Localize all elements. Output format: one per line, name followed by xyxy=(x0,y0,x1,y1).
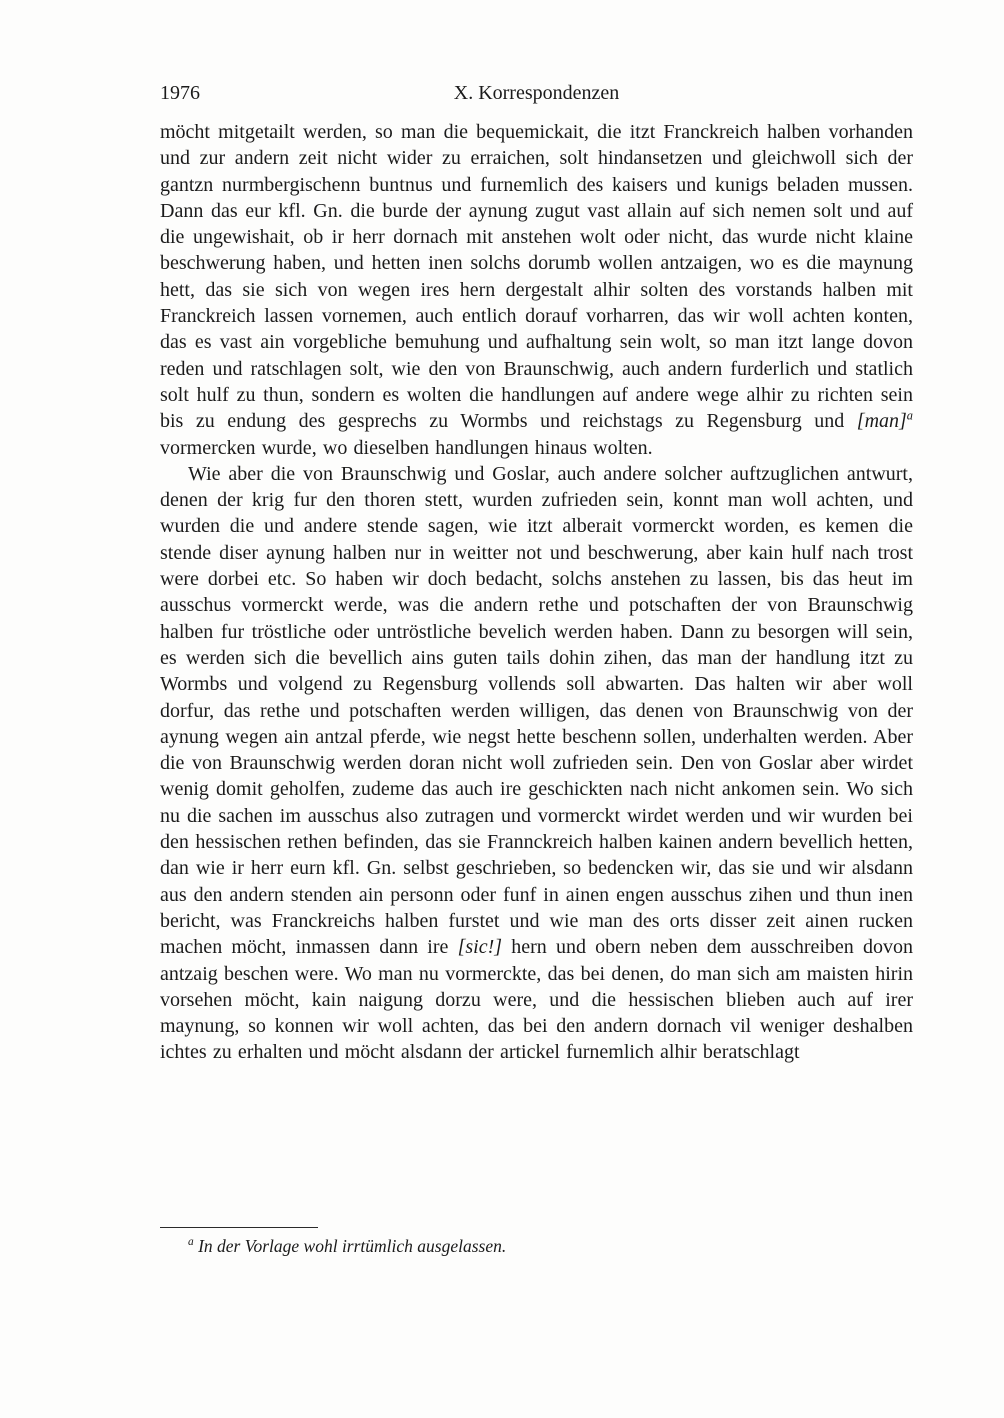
paragraph-1-text-after: vormercken wurde, wo dieselben handlungen hinaus wolten. xyxy=(160,436,653,459)
page-header xyxy=(160,80,913,106)
footnote-text: In der Vorlage wohl irrtümlich ausgelassen. xyxy=(198,1236,507,1256)
main-text-block xyxy=(160,119,913,1066)
editorial-insertion: [man] xyxy=(856,410,907,433)
paragraph-1-text-before: möcht mitgetailt werden, so man die bequemickait, die itzt Franckreich halben vorhanden und zur andern zeit nicht wider zu erraichen, solt hindansetzen und gleichwoll sich der gantzn nurmbergischenn buntnus und furnemlich des kaisers und kunigs beladen mussen. Dann das eur kfl. Gn. die burde der aynung zugut vast allain auf sich nemen solt und auf die ungewishait, ob ir herr dornach mit anstehen wolt oder nicht, das wurde nicht klaine beschwerung haben, und hetten inen solchs dorumb wollen antzaigen, wo es die maynung hett, das sie sich von wegen ires hern dergestalt alhir solten des vorstands halben mit Franckreich lassen vornemen, auch entlich dorauf vorharren, das wir woll achten konten, das es vast ain vorgebliche bemuhung und aufhaltung sein wolt, so man itzt lange dovon reden und ratschlagen solt, wie den von Braunschwig, auch andern furderlich und statlich solt hulf zu thun, sondern es wolten die handlungen auf andere wege alhir zu richten sein bis zu endung des gesprechs zu Wormbs und reichstags zu Regensburg und xyxy=(160,121,913,433)
running-head: X. Korrespondenzen xyxy=(453,82,620,104)
paragraph-2 xyxy=(160,461,913,1066)
footnote-area xyxy=(160,1227,913,1257)
page-number: 1976 xyxy=(160,82,200,104)
paragraph-2-text-before: Wie aber die von Braunschwig und Goslar, auch andere solcher auftzuglichen antwurt, denen der krig fur den thoren stett, wurden zufrieden sein, konnt man woll achten, und wurden die und andere stende sagen, wie itzt alberait vormerckt worden, es kemen die stende diser aynung halben nur in weitter not und beschwerung, aber kain hulf nach trost were dorbei etc. So haben wir doch bedacht, solchs anstehen zu lassen, bis das heut im ausschus vormerckt werde, was die andern rethe und potschaften der von Braunschwig halben fur tröstliche oder untröstliche bevelich werden haben. Dann zu besorgen will sein, es werden sich die bevellich ains guten tails dohin zihen, das man der handlung itzt zu Wormbs und volgend zu Regensburg vollends soll abwarten. Das halten wir aber woll dorfur, das rethe und potschaften werden willigen, das denen von Braunschwig von der aynung wegen ain antzal pferde, wie negst hette beschenn sollen, underhalten werden. Aber die von Braunschwig werden doran nicht woll zufrieden sein. Den von Goslar aber wirdet wenig domit geholfen, zudeme das auch ire geschickten nach nicht ankomen sein. Wo sich nu die sachen im ausschus also zutragen und vormerckt wirdet werden und wir wurden bei den hessischen rethen befinden, das sie Frannckreich halben kainen andern bevellich hetten, dan wie ir herr eurn kfl. Gn. selbst geschrieben, so bedencken wir, das sie und wir alsdann aus den andern stenden ain personn oder funf in ainen engen ausschus zihen und thun inen bericht, was Franckreichs halben furstet und wie man des orts disser zeit ainen rucken machen möcht, inmassen dann ire xyxy=(160,462,913,959)
paragraph-1 xyxy=(160,119,913,461)
footnote-marker-a: a xyxy=(188,1236,194,1249)
footnote-separator-rule xyxy=(160,1227,318,1228)
footnote xyxy=(160,1235,913,1257)
editorial-sic-note: [sic!] xyxy=(457,936,503,959)
paragraph-2-text-after: hern und obern neben dem ausschreiben dovon antzaig beschen were. Wo man nu vormerckte, das bei denen, do man sich am maisten hirin vorsehen möcht, kain naigung dorzu were, und die hessischen blieben auch auf irer maynung, so konnen wir woll achten, das bei den andern dornach vil weniger deshalben ichtes zu erhalten und möcht alsdann der artickel furnemlich alhir beratschlagt xyxy=(160,936,913,1064)
footnote-reference-a: a xyxy=(906,408,913,423)
